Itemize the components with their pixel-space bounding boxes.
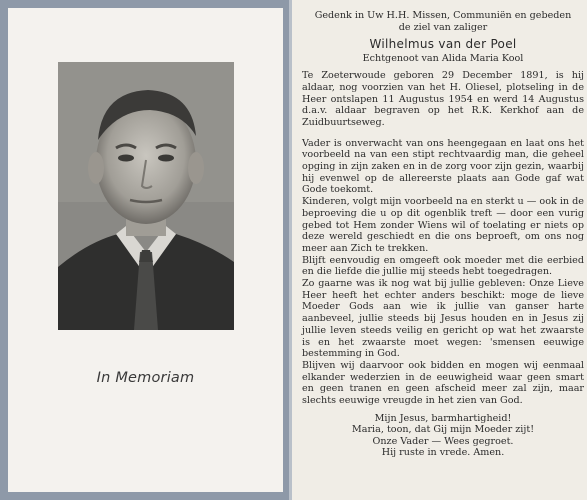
prayer-line-3: Onze Vader — Wees gegroet.: [372, 435, 514, 447]
intro-line-2: de ziel van zaliger: [398, 21, 488, 33]
memorial-card-back: [289, 0, 587, 500]
memorial-text: [302, 0, 584, 458]
in-memoriam-caption: In Memoriam: [96, 370, 195, 386]
intro-line-1: Gedenk in Uw H.H. Missen, Communiën en gebeden: [314, 10, 572, 21]
paragraph-5: Blijven wij daarvoor ook bidden en mogen wij eenmaal elkander wederzien in de eeuwigheid waar geen smart en geen tranen en geen afscheid meer zal zijn, maar slechts eeuwige vreugde in het zien van God.: [302, 359, 584, 407]
paragraph-3: Blijft eenvoudig en omgeeft ook moeder met die eerbied en die liefde die jullie mij steeds hebt toegedragen.: [302, 254, 584, 278]
prayer-line-4: Hij ruste in vrede. Amen.: [381, 447, 505, 459]
deceased-name: Wilhelmus van der Poel: [369, 37, 517, 52]
paragraph-4: Zo gaarne was ik nog wat bij jullie gebleven: Onze Lieve Heer heeft het echter anders beschikt: moge de lieve Moeder Gods aan wie ik jullie van ganser harte aanbeveel, jullie steeds bij Jesus houden en in Jesus zij jullie leven steeds veilig en gericht op wat het zwaarste is en het zwaarste moet wegen: 'smensen eeuwige bestemming in God.: [302, 278, 584, 360]
prayer-line-1: Mijn Jesus, barmhartigheid!: [374, 412, 512, 424]
portrait-photo: [58, 62, 234, 330]
card-front-panel: [8, 8, 283, 492]
spouse-line: Echtgenoot van Alida Maria Kool: [362, 53, 524, 65]
memorial-card-front: [0, 0, 289, 500]
paragraph-1: Vader is onverwacht van ons heengegaan en laat ons het voorbeeld na van een stipt rechtvaardig man, die geheel opging in zijn zaken en in de zorg voor zijn gezin, waarbij hij evenwel op de allereerste plaats aan Gode gaf wat Gode toekomt.: [302, 137, 584, 196]
portrait-illustration: [58, 62, 234, 330]
biography: Te Zoeterwoude geboren 29 December 1891, is hij aldaar, nog voorzien van het H. Oliesel, plotseling in de Heer ontslapen 11 Augustus 1954 en werd 14 Augustus d.a.v. aldaar begraven op het R.K. Kerkhof aan de Zuidbuurtseweg.: [302, 70, 584, 128]
prayer-line-2: Maria, toon, dat Gij mijn Moeder zijt!: [351, 424, 535, 436]
paragraph-2: Kinderen, volgt mijn voorbeeld na en sterkt u — ook in de beproeving die u op dit ogenblik treft — door een vurig gebed tot Hem zonder Wiens wil of toelating er niets op deze wereld geschiedt en die ons beproeft, om ons nog meer aan Zich te trekken.: [302, 196, 584, 254]
